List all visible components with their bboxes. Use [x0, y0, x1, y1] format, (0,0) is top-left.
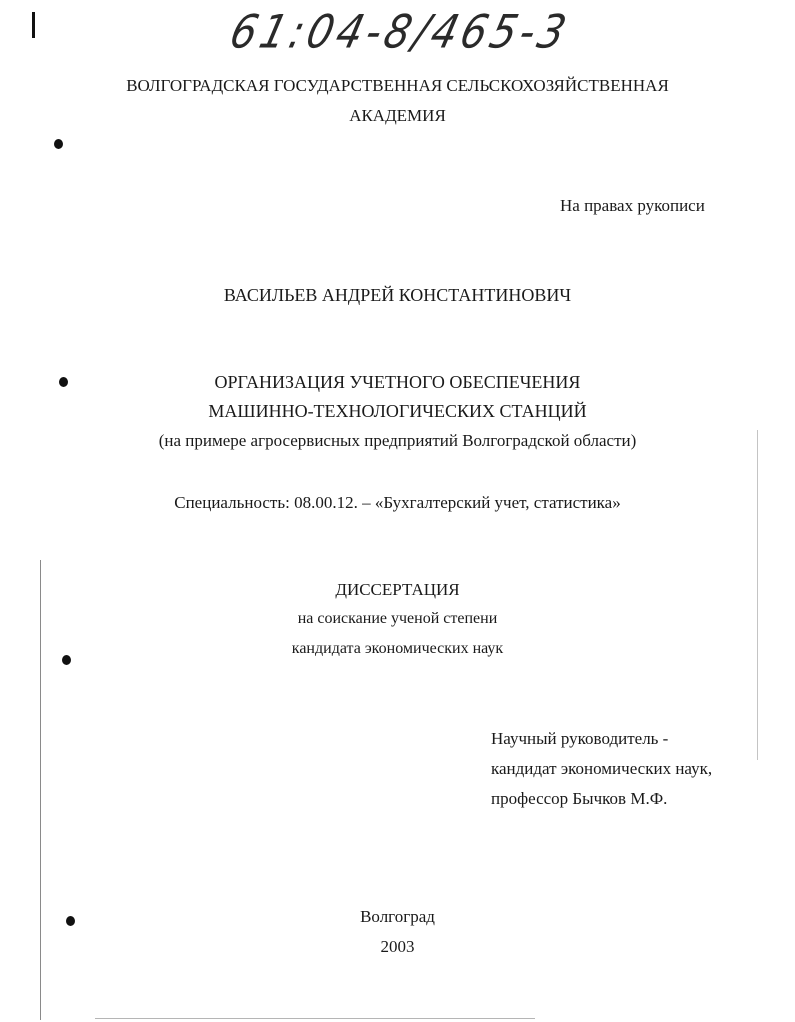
degree-line-1: на соискание ученой степени [297, 610, 498, 627]
scan-artifact-dot [54, 139, 63, 149]
footer-year: 2003 [380, 937, 415, 956]
title-line-2: МАШИННО-ТЕХНОЛОГИЧЕСКИХ СТАНЦИЙ [208, 401, 587, 421]
title-line-1: ОРГАНИЗАЦИЯ УЧЕТНОГО ОБЕСПЕЧЕНИЯ [214, 372, 581, 392]
handwritten-archive-number: 61:04-8/465-3 [224, 6, 575, 59]
degree-line-2: кандидата экономических наук [291, 640, 504, 657]
scan-artifact-mark [32, 12, 35, 38]
manuscript-rights-note: На правах рукописи [560, 196, 705, 215]
supervisor-line-1: Научный руководитель - [491, 729, 669, 748]
institution-line-2: АКАДЕМИЯ [349, 106, 446, 125]
author-name: ВАСИЛЬЕВ АНДРЕЙ КОНСТАНТИНОВИЧ [223, 285, 572, 305]
supervisor-line-3: профессор Бычков М.Ф. [491, 789, 668, 808]
degree-heading: ДИССЕРТАЦИЯ [335, 580, 460, 599]
title-subtitle: (на примере агросервисных предприятий Волгоградской области) [158, 431, 637, 450]
specialty: Специальность: 08.00.12. – «Бухгалтерский учет, статистика» [174, 493, 621, 512]
footer-city: Волгоград [360, 907, 435, 926]
institution-line-1: ВОЛГОГРАДСКАЯ ГОСУДАРСТВЕННАЯ СЕЛЬСКОХОЗЯЙСТВЕННАЯ [126, 76, 669, 95]
supervisor-line-2: кандидат экономических наук, [491, 759, 713, 778]
scan-artifact-bottom-edge [95, 1018, 535, 1019]
